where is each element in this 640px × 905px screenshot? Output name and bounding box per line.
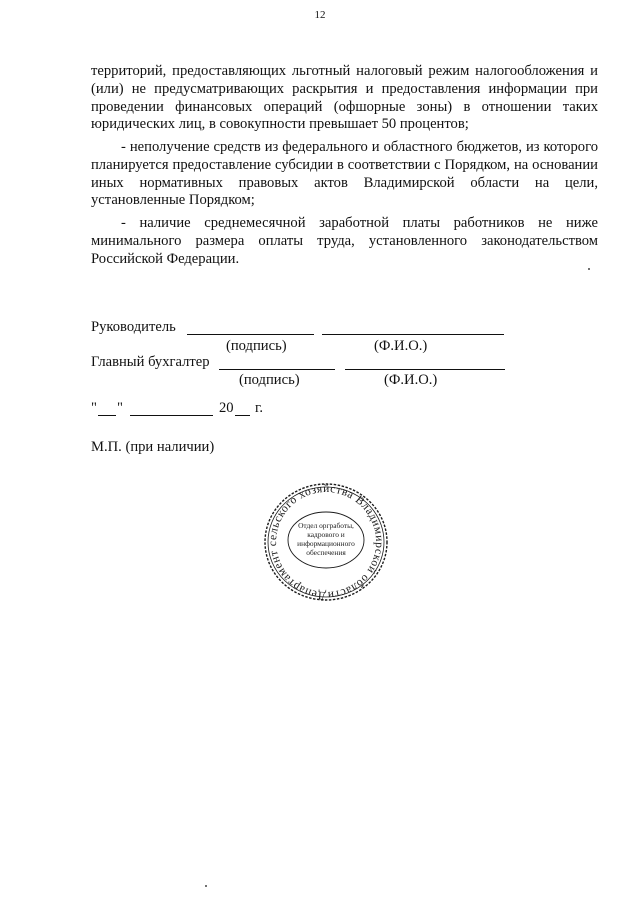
stamp-inner-line-4: обеспечения <box>306 548 346 557</box>
date-month-line <box>130 415 213 416</box>
accountant-label: Главный бухгалтер <box>91 354 210 370</box>
stamp-inner-line-3: информационного <box>297 539 355 548</box>
seal-note: М.П. (при наличии) <box>91 439 215 455</box>
date-open-quote: " <box>91 400 97 416</box>
accountant-signature-line <box>219 369 335 370</box>
paragraph-offshore: территорий, предоставляющих льготный налоговый режим налогообложения и (или) не предусматривающих раскрытия и предоставления информации при проведении финансовых операций (офшорные зоны) в отношении таких юридических лиц, в совокупности превышает 50 процентов; <box>91 63 598 133</box>
accountant-signature-caption: (подпись) <box>239 372 300 388</box>
scan-speck <box>588 268 590 270</box>
head-signature-line <box>187 334 314 335</box>
official-stamp <box>261 480 391 605</box>
accountant-name-line <box>345 369 505 370</box>
head-name-line <box>322 334 504 335</box>
head-name-caption: (Ф.И.О.) <box>374 338 428 354</box>
date-year-suffix: г. <box>255 400 263 416</box>
head-signature-caption: (подпись) <box>226 338 287 354</box>
scan-speck <box>205 885 207 887</box>
paragraph-budget-funds: - неполучение средств из федерального и областного бюджетов, из которого планируется предоставление субсидии в соответствии с Порядком, на основании иных нормативных правовых актов Владимирской области на цели, установленные Порядком; <box>91 139 598 209</box>
stamp-outer-text: Департамент сельского хозяйства Владимирской области <box>266 482 386 602</box>
stamp-inner-line-2: кадрового и <box>307 530 345 539</box>
head-label: Руководитель <box>91 319 176 335</box>
stamp-inner-line-1: Отдел оргработы, <box>298 521 354 530</box>
date-day-line <box>98 415 116 416</box>
date-close-quote: " <box>117 400 123 416</box>
date-year-prefix: 20 <box>219 400 234 416</box>
paragraph-salary: - наличие среднемесячной заработной платы работников не ниже минимального размера оплаты труда, установленного законодательством Российской Федерации. <box>91 215 598 267</box>
page-number: 12 <box>314 9 326 21</box>
accountant-name-caption: (Ф.И.О.) <box>384 372 438 388</box>
date-year-line <box>235 415 250 416</box>
